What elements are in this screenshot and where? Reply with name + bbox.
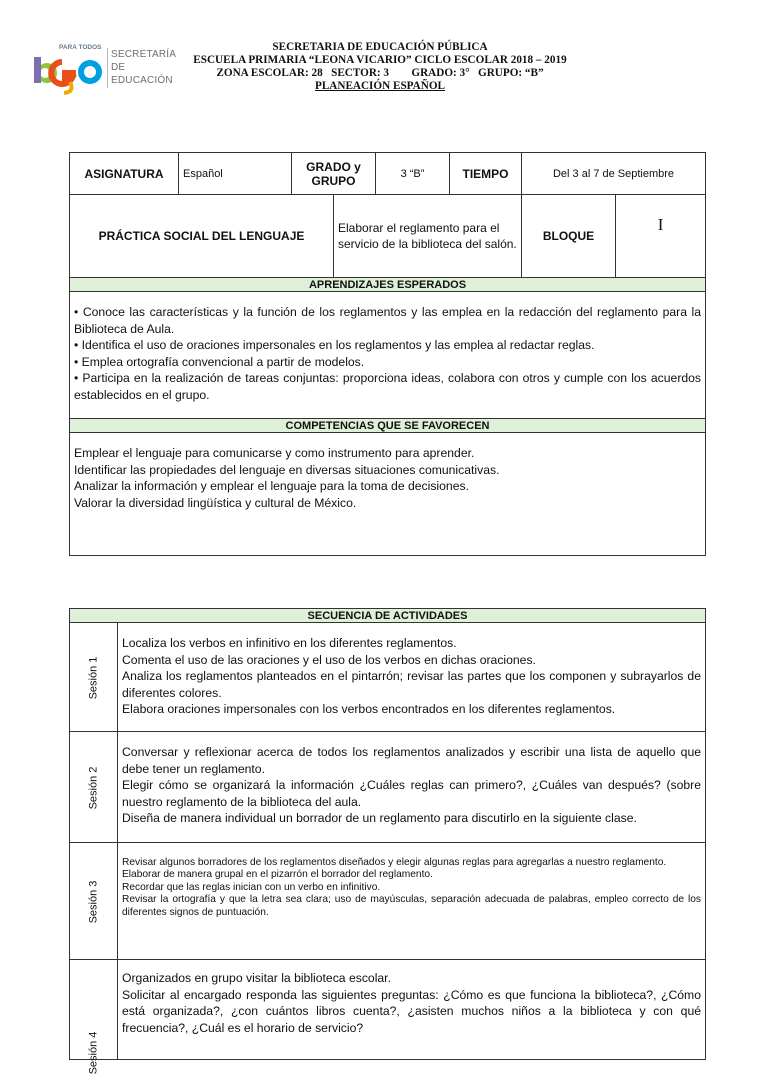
sesion-1-content	[118, 623, 706, 732]
sesion-3-label: Sesión 3	[70, 843, 118, 960]
competencia-item: Identificar las propiedades del lenguaje en diversas situaciones comunicativas.	[74, 462, 500, 477]
aprendizaje-item: • Emplea ortografía convencional a partir de modelos.	[74, 354, 365, 369]
sesion-2-line: Elegir cómo se organizará la información ¿Cuáles reglas can primero?, ¿Cuáles van después? (sobre nuestro reglamento de la biblioteca del aula.	[122, 778, 701, 809]
dgo-logo-icon	[34, 40, 104, 96]
sesion-3-line: Elaborar de manera grupal en el pizarrón el borrador del reglamento.	[122, 869, 433, 881]
practica-value: Elaborar el reglamento para el servicio de la biblioteca del salón.	[334, 195, 522, 278]
competencias-list	[70, 433, 706, 556]
aprendizajes-title: APRENDIZAJES ESPERADOS	[70, 278, 706, 292]
sesion-1-line: Comenta el uso de las oraciones y el uso de los verbos en dichas oraciones.	[122, 652, 536, 667]
competencia-item: Valorar la diversidad lingüística y cultural de México.	[74, 495, 357, 510]
header-line-4: PLANEACIÓN ESPAÑOL	[314, 80, 445, 92]
svg-text:PARA TODOS: PARA TODOS	[59, 44, 102, 51]
sesion-2-line: Conversar y reflexionar acerca de todos los reglamentos analizados y escribir una lista de aquello que debe tener un reglamento.	[122, 745, 701, 776]
header-line-2: ESCUELA PRIMARIA “LEONA VICARIO” CICLO ESCOLAR 2018 – 2019	[193, 54, 567, 66]
sesion-3-line: Revisar algunos borradores de los reglamentos diseñados y elegir algunas reglas para agregarlas a nuestro reglamento.	[122, 857, 667, 868]
info-table	[69, 152, 706, 556]
sesion-1-line: Elabora oraciones impersonales con los verbos encontrados en los diferentes reglamentos.	[122, 702, 616, 717]
tiempo-label: TIEMPO	[450, 153, 522, 195]
aprendizaje-item: • Conoce las características y la función de los reglamentos y las emplea en la redacción del reglamento para la Biblioteca de Aula.	[74, 305, 702, 336]
header-line-1: SECRETARIA DE EDUCACIÓN PÚBLICA	[272, 41, 488, 53]
asignatura-value: Español	[179, 153, 292, 195]
sesion-4-content	[118, 960, 706, 1060]
logo-line-2: DE EDUCACIÓN	[111, 62, 173, 86]
sesion-1-line: Localiza los verbos en infinitivo en los diferentes reglamentos.	[122, 636, 457, 650]
aprendizaje-item: • Identifica el uso de oraciones impersonales en los reglamentos y las emplea al redactar reglas.	[74, 338, 595, 353]
competencia-item: Emplear el lenguaje para comunicarse y como instrumento para aprender.	[74, 446, 475, 460]
bloque-value: I	[616, 195, 706, 278]
grado-value: 3 “B”	[376, 153, 450, 195]
grado-label: GRADO y GRUPO	[292, 153, 376, 195]
sep-logo	[34, 40, 184, 96]
secuencia-title: SECUENCIA DE ACTIVIDADES	[70, 609, 706, 623]
tiempo-value: Del 3 al 7 de Septiembre	[522, 153, 706, 195]
logo-line-1: SECRETARÍA	[111, 49, 177, 60]
secuencia-table	[69, 608, 706, 1074]
sesion-4-label: Sesión 4	[70, 960, 118, 1060]
competencia-item: Analizar la información y emplear el lenguaje para la toma de decisiones.	[74, 479, 469, 494]
practica-label: PRÁCTICA SOCIAL DEL LENGUAJE	[70, 195, 334, 278]
sesion-3-line: Revisar la ortografía y que la letra sea clara; uso de mayúsculas, separación adecuada de palabras, empleo correcto de los diferentes signos de puntuación.	[122, 894, 701, 918]
aprendizaje-item: • Participa en la realización de tareas conjuntas: proporciona ideas, colabora con otros y cumple con los acuerdos establecidos en el grupo.	[74, 371, 702, 402]
sesion-3-content	[118, 843, 706, 960]
sesion-1-label: Sesión 1	[70, 623, 118, 732]
sesion-1-line: Analiza los reglamentos planteados en el pintarrón; revisar las partes que los componen y subrayarlos de diferentes colores.	[122, 669, 701, 700]
sesion-4-line: Solicitar al encargado responda las siguientes preguntas: ¿Cómo es que funciona la biblioteca?, ¿Cómo está organizada?, ¿con cuántos libros cuenta?, ¿asisten muchos niños a la biblioteca y con qué frecuencia?, ¿Cuál es el horario de servicio?	[122, 987, 701, 1035]
sesion-2-content	[118, 732, 706, 843]
competencias-title: COMPETENCIAS QUE SE FAVORECEN	[70, 419, 706, 433]
sesion-3-line: Recordar que las reglas inician con un verbo en infinitivo.	[122, 881, 381, 893]
sesion-2-label: Sesión 2	[70, 732, 118, 843]
asignatura-label: ASIGNATURA	[70, 153, 179, 195]
sesion-2-line: Diseña de manera individual un borrador de un reglamento para discutirlo en la siguiente clase.	[122, 811, 637, 826]
header-line-3: ZONA ESCOLAR: 28 SECTOR: 3 GRADO: 3° GRUPO: “B”	[216, 67, 544, 79]
sesion-4-line: Organizados en grupo visitar la biblioteca escolar.	[122, 971, 391, 985]
bloque-label: BLOQUE	[522, 195, 616, 278]
aprendizajes-list	[70, 292, 706, 419]
document-header	[170, 41, 590, 93]
logo-divider	[107, 48, 108, 88]
